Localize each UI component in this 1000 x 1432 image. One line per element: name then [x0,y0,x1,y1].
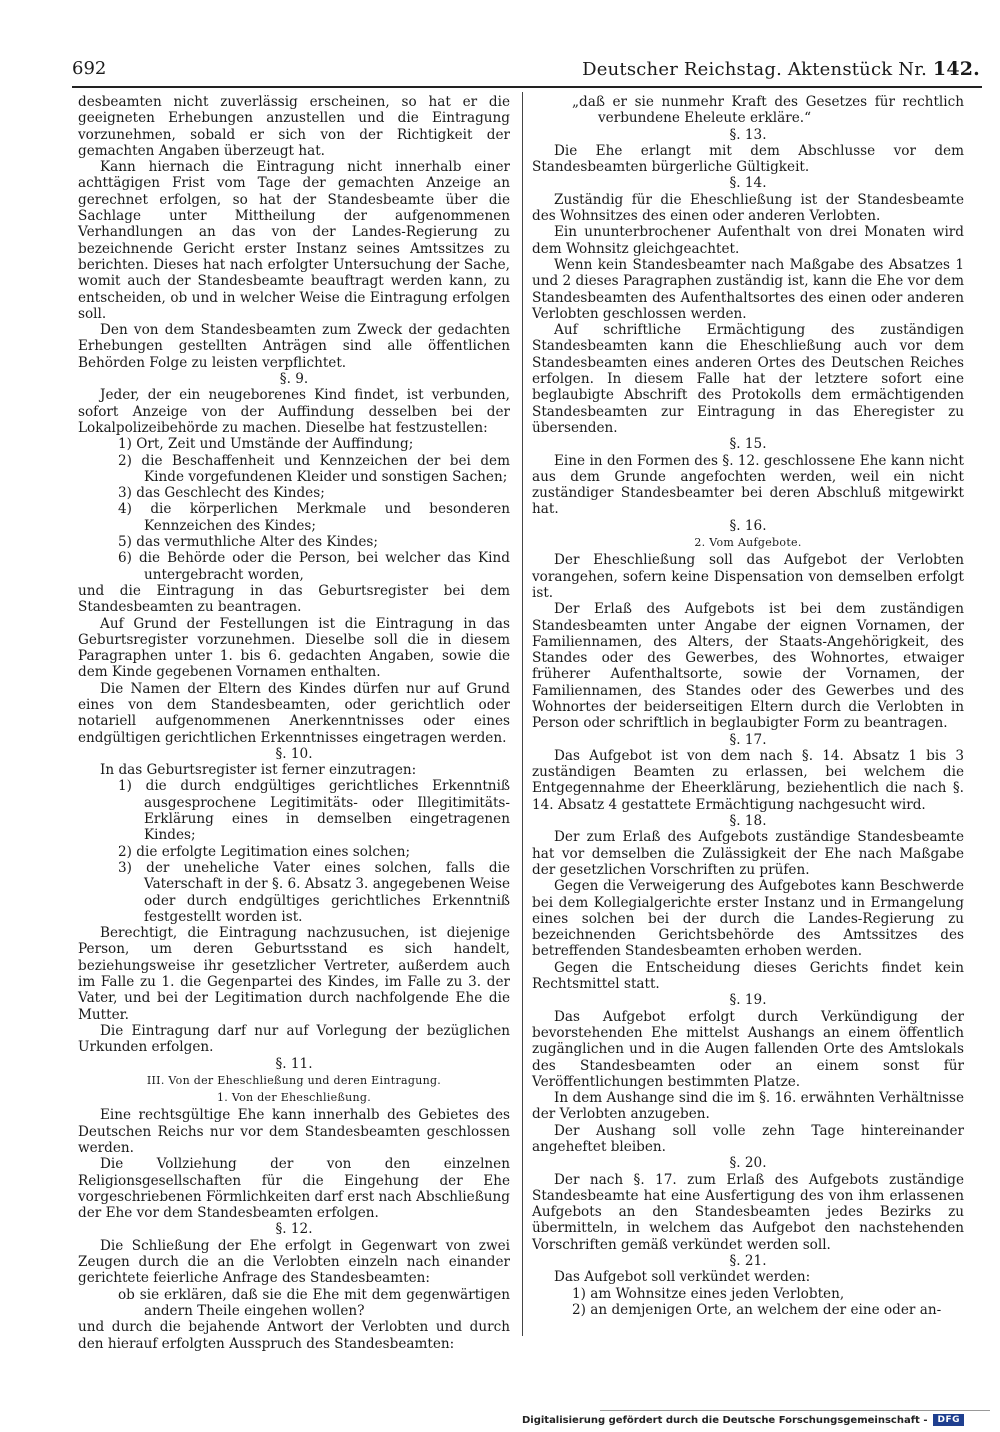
paragraph: Die Schließung der Ehe erfolgt in Gegenwart von zwei Zeugen durch die an die Verlobten einzeln nach einander gerichtete feierliche Anfrage des Standesbeamten: [78,1237,510,1287]
quoted-declaration: „daß er sie nunmehr Kraft des Gesetzes für rechtlich verbundene Eheleute erkläre.“ [572,94,964,127]
column-divider [522,92,523,1336]
paragraph: Der zum Erlaß des Aufgebots zuständige Standesbeamte hat vor demselben die Zulässigkeit der Ehe nach Maßgabe der gesetzlichen Vorschriften zu prüfen. [532,829,964,878]
section-heading: §. 21. [729,1253,767,1270]
list-item: 3) der uneheliche Vater eines solchen, falls die Vaterschaft in der §. 6. Absatz 3. angegebenen Weise oder durch endgültiges gerichtliches Erkenntniß festgestellt worden ist. [118,859,510,925]
paragraph: Gegen die Entscheidung dieses Gerichts findet kein Rechtsmittel statt. [532,959,964,993]
paragraph: Die Eintragung darf nur auf Vorlegung der bezüglichen Urkunden erfolgen. [78,1022,510,1056]
paragraph: Kann hiernach die Eintragung nicht innerhalb einer achttägigen Frist vom Tage der gemachten Anzeige an gerechnet erfolgen, so hat der Standesbeamte über die Sachlage unter Mittheilung der aufgenommenen Verhandlungen an das von der Landes-Regierung zu bezeichnende Gericht erster Instanz seines Amtssitzes zu berichten. Dieses hat nach erfolgter Untersuchung der Sache, womit auch der Standesbeamte beauftragt werden kann, zu entscheiden, ob und in welcher Weise die Eintragung erfolgen soll. [78,159,510,322]
section-heading: §. 12. [275,1221,313,1238]
section-heading: §. 19. [729,992,767,1009]
paragraph: Berechtigt, die Eintragung nachzusuchen, ist diejenige Person, um deren Geburtsstand es sich handelt, beziehungsweise ihr gesetzlicher Vertreter, außerdem auch im Falle zu 1. die Gegenpartei des Kindes, im Falle zu 3. der Vater, und bei der Legitimation durch nachfolgende Ehe die Mutter. [78,925,510,1023]
section-heading: §. 13. [729,126,767,143]
chapter-heading: III. Von der Eheschließung und deren Eintragung. [146,1073,442,1087]
digitization-credit [522,1414,964,1426]
left-column [78,94,510,1352]
running-title [582,58,980,80]
paragraph: Ein ununterbrochener Aufenthalt von drei Monaten wird dem Wohnsitz gleichgeachtet. [532,224,964,257]
section-heading: §. 14. [729,175,767,192]
paragraph: In das Geburtsregister ist ferner einzutragen: [100,762,417,779]
section-heading: §. 20. [729,1155,767,1172]
paragraph: Wenn kein Standesbeamter nach Maßgabe des Absatzes 1 und 2 dieses Paragraphen zuständig ist, kann die Ehe vor dem Standesbeamten des Aufenthaltsortes des einen oder anderen Verlobten geschlossen werden. [532,256,964,322]
quoted-question: ob sie erklären, daß sie die Ehe mit dem gegenwärtigen andern Theile eingehen wollen? [118,1286,510,1319]
section-heading: §. 16. [729,517,767,534]
dfg-logo: DFG [933,1414,964,1426]
section-heading: §. 9. [279,371,309,388]
list-item: 6) die Behörde oder die Person, bei welcher das Kind untergebracht worden, [118,550,510,583]
paragraph: Zuständig für die Eheschließung ist der Standesbeamte des Wohnsitzes des einen oder anderen Verlobten. [532,191,964,225]
list-item: 4) die körperlichen Merkmale und besonderen Kennzeichen des Kindes; [118,501,510,534]
right-column [532,94,964,1318]
page-number: 692 [72,58,107,79]
section-heading: §. 11. [275,1055,313,1072]
paragraph: Gegen die Verweigerung des Aufgebotes kann Beschwerde bei dem Kollegialgerichte erster Instanz und in Ermangelung eines solchen bei der durch die Landes-Regierung zu bezeichnenden Gerichtsbehörde des Amtssitzes des betreffenden Standesbeamten erhoben werden. [532,878,964,960]
paragraph: Die Ehe erlangt mit dem Abschlusse vor dem Standesbeamten bürgerliche Gültigkeit. [532,142,964,176]
list-item: 2) die Beschaffenheit und Kennzeichen der bei dem Kinde vorgefundenen Kleider und sonstigen Sachen; [118,452,510,485]
paragraph: Der Eheschließung soll das Aufgebot der Verlobten vorangehen, sofern keine Dispensation von demselben erfolgt ist. [532,552,964,601]
header-rule [72,86,982,88]
paragraph: In dem Aushange sind die im §. 16. erwähnten Verhältnisse der Verlobten anzugeben. [532,1090,964,1123]
paragraph: Jeder, der ein neugeborenes Kind findet, ist verbunden, sofort Anzeige von der Auffindung desselben bei der Lokalpolizeibehörde zu machen. Dieselbe hat festzustellen: [78,387,510,436]
list-item: 1) Ort, Zeit und Umstände der Auffindung; [118,436,414,453]
paragraph: Eine rechtsgültige Ehe kann innerhalb des Gebietes des Deutschen Reichs nur vor dem Standesbeamten geschlossen werden. [78,1107,510,1156]
paragraph: Das Aufgebot soll verkündet werden: [554,1269,811,1286]
list-item: 2) an demjenigen Orte, an welchem der eine oder an- [572,1301,942,1318]
paragraph: und die Eintragung in das Geburtsregister bei dem Standesbeamten zu beantragen. [78,582,510,616]
footer-rule [600,1410,990,1411]
paragraph: Den von dem Standesbeamten zum Zweck der gedachten Erhebungen gestellten Anträgen sind alle öffentlichen Behörden Folge zu leisten verpflichtet. [78,322,510,371]
paragraph: Der Aushang soll volle zehn Tage hintereinander angeheftet bleiben. [532,1122,964,1155]
paragraph: Die Vollziehung der von den einzelnen Religionsgesellschaften für die Eingehung der Ehe vorgeschriebenen Förmlichkeiten darf erst nach Abschließung der Ehe vor dem Standesbeamten erfolgen. [78,1156,510,1222]
section-heading: §. 10. [275,745,313,762]
paragraph: desbeamten nicht zuverlässig erscheinen, so hat er die geeigneten Erhebungen anzustellen und die Eintragung vorzunehmen, sobald er sich von der Richtigkeit der gemachten Angaben überzeugt hat. [78,94,510,159]
list-item: 3) das Geschlecht des Kindes; [118,485,325,502]
page-header [72,56,982,82]
paragraph: Das Aufgebot ist von dem nach §. 14. Absatz 1 bis 3 zuständigen Beamten zu erlassen, bei welchem die Entgegennahme der Eheerklärung, beziehentlich die nach §. 14. Absatz 4 gestattete Ermächtigung nachgesucht wird. [532,747,964,813]
list-item: 1) am Wohnsitze eines jeden Verlobten, [572,1285,845,1302]
document-number: 142. [932,58,980,80]
subchapter-heading: 2. Vom Aufgebote. [694,536,802,550]
list-item: 5) das vermuthliche Alter des Kindes; [118,534,378,551]
paragraph: Der Erlaß des Aufgebots ist bei dem zuständigen Standesbeamten unter Angabe der eignen Vornamen, der Familiennamen, des Alters, der Staats-Angehörigkeit, des Standes oder des Gewerbes, des Wohnortes, etwaiger früherer Aufenthaltsorte, sowie der Vornamen, der Familiennamen, des Standes oder des Gewerbes und des Wohnortes der beiderseitigen Eltern durch die Verlobten in Person oder schriftlich in beglaubigter Form zu beantragen. [532,601,964,732]
paragraph: Der nach §. 17. zum Erlaß des Aufgebots zuständige Standesbeamte hat eine Ausfertigung des von ihm erlassenen Aufgebots an den Standesbeamten jedes Bezirks zu übermitteln, in welchem das Aufgebot den nachstehenden Vorschriften gemäß verkündet werden soll. [532,1171,964,1253]
paragraph: Das Aufgebot erfolgt durch Verkündigung der bevorstehenden Ehe mittelst Aushangs an einem öffentlich zugänglichen und in die Augen fallenden Orte des Amtslokals des Standesbeamten oder an einem sonst für Veröffentlichungen bestimmten Platze. [532,1008,964,1090]
paragraph: Auf schriftliche Ermächtigung des zuständigen Standesbeamten kann die Eheschließung auch vor dem Standesbeamten eines anderen Ortes des Deutschen Reiches erfolgen. In diesem Falle hat der letztere sofort eine beglaubigte Abschrift des Protokolls dem ermächtigenden Standesbeamten zur Eintragung in das Eheregister zu übersenden. [532,322,964,436]
credit-text: Digitalisierung gefördert durch die Deutsche Forschungsgemeinschaft - [521,1414,928,1426]
list-item: 2) die erfolgte Legitimation eines solchen; [118,843,411,860]
section-heading: §. 17. [729,731,767,748]
paragraph: Die Namen der Eltern des Kindes dürfen nur auf Grund eines von dem Standesbeamten, oder gerichtlich oder notariell aufgenommenen Anerkenntnisses oder eines endgültigen gerichtlichen Erkenntnisses eingetragen werden. [78,680,510,746]
paragraph: Auf Grund der Festellungen ist die Eintragung in das Geburtsregister vorzunehmen. Dieselbe soll die in diesem Paragraphen unter 1. bis 6. gedachten Angaben, sowie die dem Kinde gegebenen Vornamen enthalten. [78,615,510,681]
running-title-text: Deutscher Reichstag. Aktenstück Nr. [582,59,927,80]
section-heading: §. 18. [729,813,767,830]
list-item: 1) die durch endgültiges gerichtliches Erkenntniß ausgesprochene Legitimitäts- oder Illegitimitäts-Erklärung eines in demselben eingetragenen Kindes; [118,778,510,844]
subchapter-heading: 1. Von der Eheschließung. [216,1091,372,1105]
section-heading: §. 15. [729,436,767,453]
paragraph: Eine in den Formen des §. 12. geschlossene Ehe kann nicht aus dem Grunde angefochten werden, weil ein nicht zuständiger Standesbeamter bei deren Abschluß mitgewirkt hat. [532,452,964,518]
paragraph: und durch die bejahende Antwort der Verlobten und durch den hierauf erfolgten Ausspruch des Standesbeamten: [78,1319,510,1352]
